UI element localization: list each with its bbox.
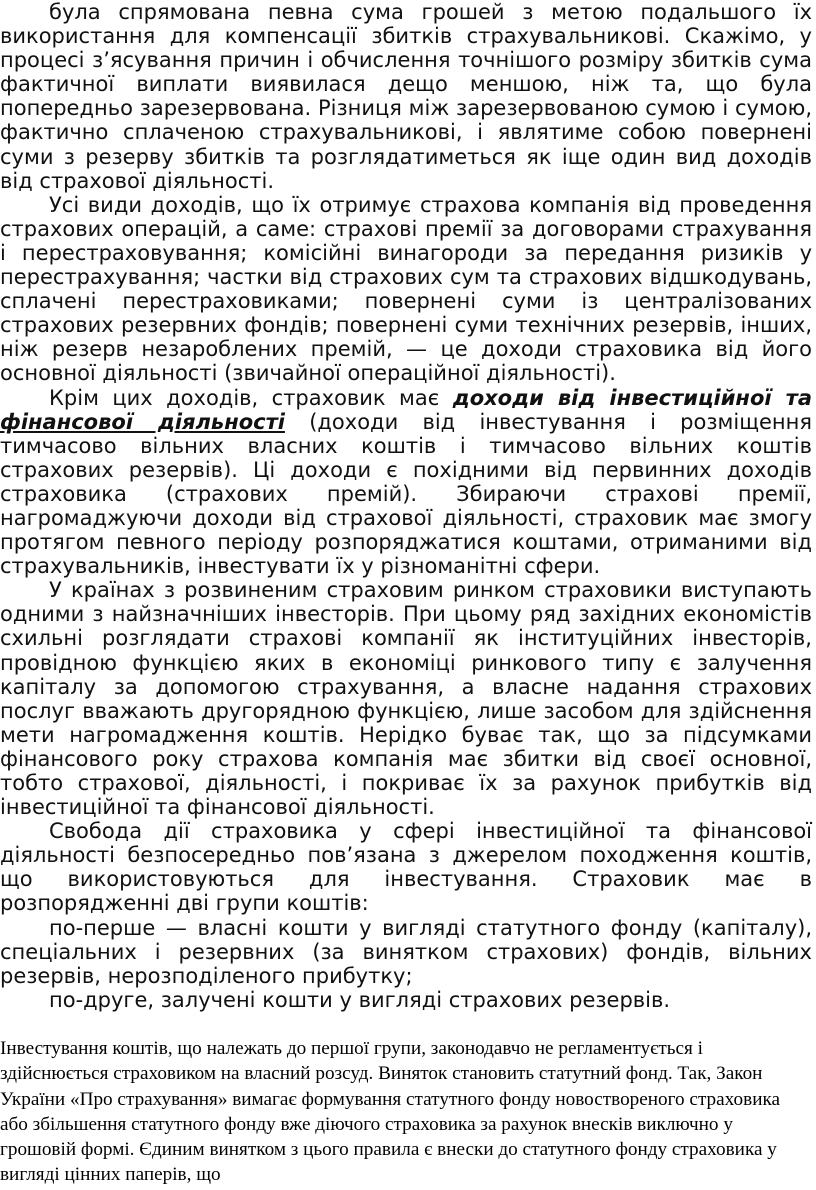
paragraph-2: Усі види доходів, що їх отримує страхова компанія від проведення страхових операцій, а саме: страхові премії за договорами страхування і перестраховування; комісійні винагороди за передання ризиків у перестрахування; частки від страхових сум та страхових відшкодувань, сплачені перестраховиками; повернені суми із централізованих страхових резервних фондів; повернені суми технічних резервів, інших, ніж резерв незароблених премій, — це доходи страховика від його основної діяльності (звичайної операційної діяльності).	[0, 192, 812, 386]
paragraph-4: У країнах з розвиненим страховим ринком страховики виступають одними з найзначніших інвесторів. При цьому ряд західних економістів схильні розглядати страхові компанії як інституційних інвесторів, провідною функцією яких в економіці ринкового типу є залучення капіталу за допомогою страхування, а власне надання страхових послуг вважають другорядною функцією, лише засобом для здійснення мети нагромадження коштів. Нерідко буває так, що за підсумками фінансового року страхова компанія має збитки від своєї основної, тобто страхової, діяльності, і покриває їх за рахунок прибутків від інвестиційної та фінансової діяльності.	[0, 578, 812, 820]
paragraph-3-start: Крім цих доходів, страховик має	[49, 385, 453, 410]
paragraph-6: по-перше — власні кошти у вигляді статутного фонду (капіталу), спеціальних і резервних (за винятком страхових) фондів, вільних резервів, нерозподіленого прибутку;	[0, 915, 812, 988]
paragraph-7: по-друге, залучені кошти у вигляді страхових резервів.	[49, 987, 671, 1012]
emphasis-investment-income: доходи від інвестиційної та	[452, 385, 812, 410]
serif-text-block	[0, 1036, 812, 1188]
paragraph-5: Свобода дії страховика у сфері інвестиційної та фінансової діяльності безпосередньо пов’язана з джерелом походження коштів, що використовуються для інвестування. Страховик має в розпорядженні дві групи коштів:	[0, 819, 812, 916]
paragraph-8: Інвестування коштів, що належать до першої групи, законодавчо не регламентується і здійснюється страховиком на власний розсуд. Виняток становить статутний фонд. Так, Закон України «Про страхування» вимагає формування статутного фонду новоствореного страховика або збільшення статутного фонду вже діючого страховика за рахунок внесків виключно у грошовій формі. Єдиним винятком з цього правила є внески до статутного фонду страховика у вигляді цінних паперів, що	[0, 1038, 781, 1186]
paragraph-3	[0, 386, 812, 579]
emphasis-financial-activity: фінансової діяльності	[0, 409, 285, 434]
paragraph-3-end: (доходи від інвестування і розміщення тимчасово вільних власних коштів і тимчасово вільних коштів страхових резервів). Ці доходи є похідними від первинних доходів страховика (страхових премій). Збираючи страхові премії, нагромаджуючи доходи від страхової діяльності, страховик має змогу протягом певного періоду розпоряджатися коштами, отриманими від страхувальників, інвестувати їх у різноманітні сфери.	[0, 409, 812, 579]
paragraph-1: була спрямована певна сума грошей з метою подальшого їх використання для компенсації збитків страхувальникові. Скажімо, у процесі з’ясування причин і обчислення точнішого розміру збитків сума фактичної виплати виявилася дещо меншою, ніж та, що була попередньо зарезервована. Різниця між зарезервованою сумою і сумою, фактично сплаченою страхувальникові, і являтиме собою повернені суми з резерву збитків та розглядатиметься як іще один вид доходів від страхової діяльності.	[0, 0, 812, 193]
